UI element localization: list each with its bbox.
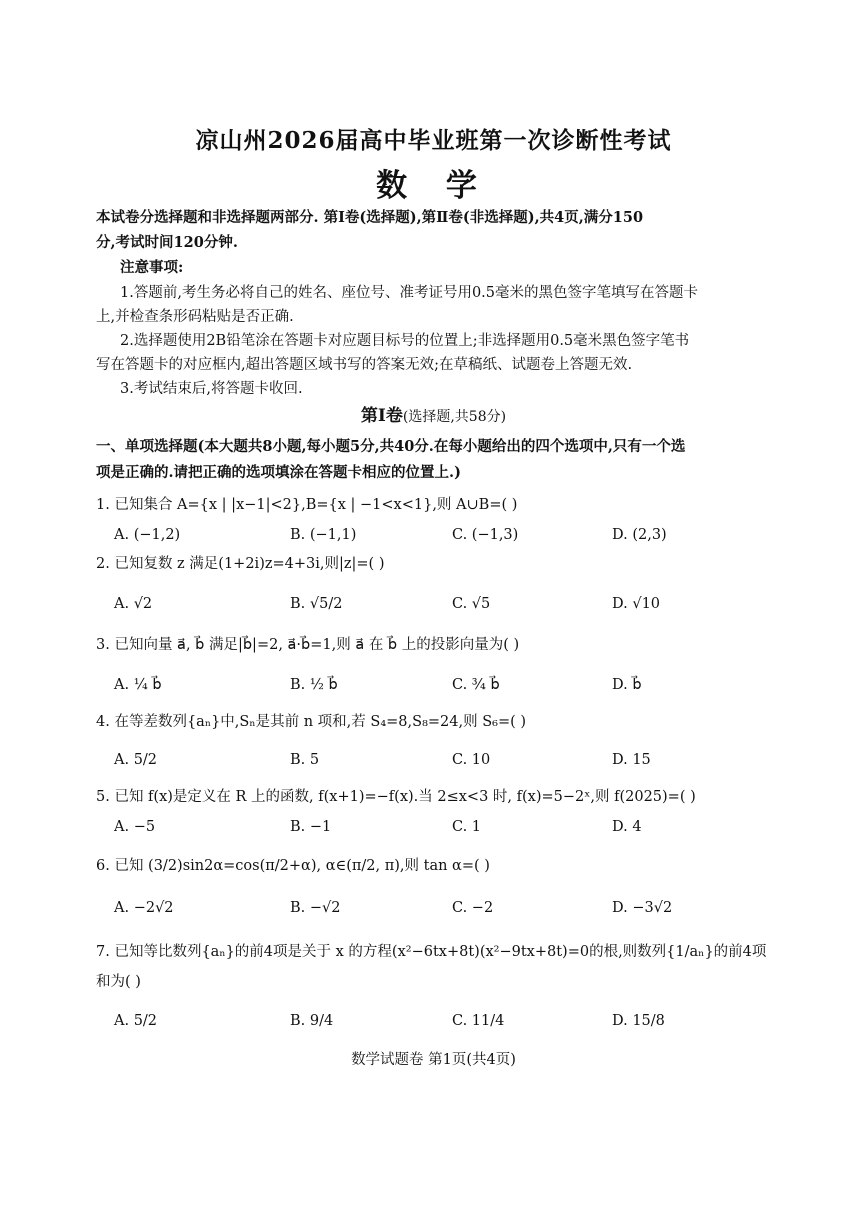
q2-option-d: D. √10 [612,596,661,612]
page-footer: 数学试题卷 第1页(共4页) [351,1052,516,1068]
question-6-stem: 6. 已知 (3/2)sin2α=cos(π/2+α), α∈(π/2, π),则 tan α=( ) [96,858,490,874]
q4-option-c: C. 10 [452,752,491,768]
exam-title: 凉山州2026届高中毕业班第一次诊断性考试 [195,127,672,154]
q1-option-b: B. (−1,1) [290,527,357,543]
q1-option-c: C. (−1,3) [452,527,519,543]
note-2b: 写在答题卡的对应框内,超出答题区域书写的答案无效;在草稿纸、试题卷上答题无效. [96,357,633,373]
question-4-stem: 4. 在等差数列{aₙ}中,Sₙ是其前 n 项和,若 S₄=8,S₈=24,则 S₆=( ) [96,714,527,730]
section-title: 第Ⅰ卷 [360,406,403,426]
q4-option-a: A. 5/2 [114,752,158,768]
question-7-stem: 7. 已知等比数列{aₙ}的前4项是关于 x 的方程(x²−6tx+8t)(x²−9tx+8t)=0的根,则数列{1/aₙ}的前4项 [96,944,767,960]
intro-line-2: 分,考试时间120分钟. [96,234,238,251]
q1-option-a: A. (−1,2) [114,527,181,543]
q7-option-a: A. 5/2 [114,1013,158,1029]
q2-option-b: B. √5/2 [290,596,343,612]
note-1b: 上,并检查条形码粘贴是否正确. [96,309,294,325]
section-heading [0,401,867,426]
question-7-stem-cont: 和为( ) [96,974,141,990]
q2-option-c: C. √5 [452,596,491,612]
section-instruction-2: 项是正确的.请把正确的选项填涂在答题卡相应的位置上.) [96,464,461,481]
section-subtitle: (选择题,共58分) [402,409,507,425]
q7-option-d: D. 15/8 [612,1013,665,1029]
q6-option-d: D. −3√2 [612,900,673,916]
note-1a: 1.答题前,考生务必将自己的姓名、座位号、准考证号用0.5毫米的黑色签字笔填写在答题卡 [120,285,698,301]
question-1-stem: 1. 已知集合 A={x | |x−1|<2},B={x | −1<x<1},则 A∪B=( ) [96,497,518,513]
q4-option-b: B. 5 [290,752,320,768]
subject-title: 数 学 [376,168,491,204]
section-instruction-1: 一、单项选择题(本大题共8小题,每小题5分,共40分.在每小题给出的四个选项中,只有一个选 [96,438,686,455]
q4-option-d: D. 15 [612,752,651,768]
q6-option-a: A. −2√2 [114,900,174,916]
q5-option-b: B. −1 [290,819,332,835]
q2-option-a: A. √2 [114,596,153,612]
intro-line-1: 本试卷分选择题和非选择题两部分. 第Ⅰ卷(选择题),第Ⅱ卷(非选择题),共4页,满分150 [96,209,644,226]
question-5-stem: 5. 已知 f(x)是定义在 R 上的函数, f(x+1)=−f(x).当 2≤x<3 时, f(x)=5−2ˣ,则 f(2025)=( ) [96,789,696,805]
q5-option-a: A. −5 [114,819,156,835]
q5-option-c: C. 1 [452,819,482,835]
q5-option-d: D. 4 [612,819,642,835]
question-3-stem: 3. 已知向量 a⃗, b⃗ 满足|b⃗|=2, a⃗·b⃗=1,则 a⃗ 在 b⃗ 上的投影向量为( ) [96,637,520,653]
question-2-stem: 2. 已知复数 z 满足(1+2i)z=4+3i,则|z|=( ) [96,556,385,572]
q3-option-d: D. b⃗ [612,677,642,693]
q3-option-a: A. ¼ b⃗ [114,677,162,693]
q3-option-b: B. ½ b⃗ [290,677,338,693]
note-3: 3.考试结束后,将答题卡收回. [120,381,303,397]
q3-option-c: C. ¾ b⃗ [452,677,500,693]
q7-option-c: C. 11/4 [452,1013,505,1029]
note-2a: 2.选择题使用2B铅笔涂在答题卡对应题目标号的位置上;非选择题用0.5毫米黑色签字笔书 [120,333,690,349]
q1-option-d: D. (2,3) [612,527,667,543]
q7-option-b: B. 9/4 [290,1013,334,1029]
q6-option-b: B. −√2 [290,900,341,916]
notes-title: 注意事项: [120,259,184,276]
q6-option-c: C. −2 [452,900,494,916]
